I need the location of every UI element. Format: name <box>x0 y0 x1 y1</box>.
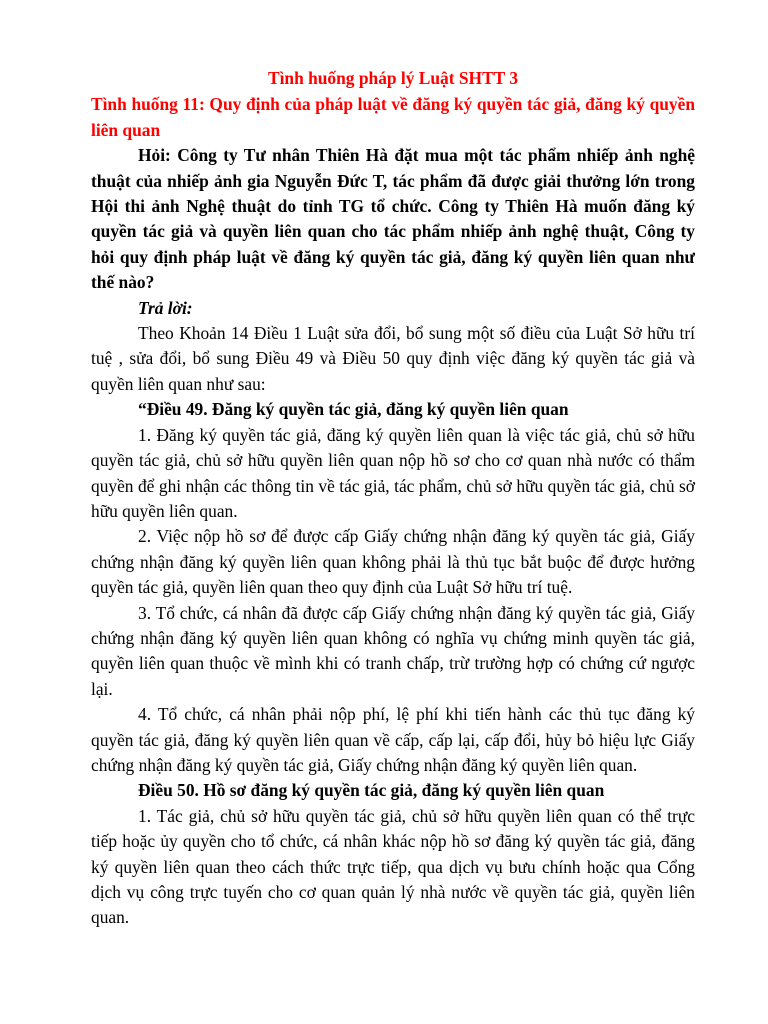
intro-paragraph: Theo Khoản 14 Điều 1 Luật sửa đổi, bổ sung một số điều của Luật Sở hữu trí tuệ , sửa đổi, bổ sung Điều 49 và Điều 50 quy định việc đăng ký quyền tác giả và quyền liên quan như sau: <box>91 323 695 394</box>
answer-label: Trả lời: <box>138 297 193 318</box>
question-paragraph: Hỏi: Công ty Tư nhân Thiên Hà đặt mua một tác phẩm nhiếp ảnh nghệ thuật của nhiếp ảnh gia Nguyễn Đức T, tác phẩm đã được giải thưởng lớn trong Hội thi ảnh Nghệ thuật do tỉnh TG tổ chức. Công ty Thiên Hà muốn đăng ký quyền tác giả và quyền liên quan cho tác phẩm nhiếp ảnh nghệ thuật, Công ty hỏi quy định pháp luật về đăng ký quyền tác giả, đăng ký quyền liên quan như thế nào? <box>91 145 695 293</box>
case-subtitle: Tình huống 11: Quy định của pháp luật về đăng ký quyền tác giả, đăng ký quyền liên quan <box>91 94 695 140</box>
document-title: Tình huống pháp lý Luật SHTT 3 <box>267 68 519 88</box>
article-49-clause-3: 3. Tổ chức, cá nhân đã được cấp Giấy chứng nhận đăng ký quyền tác giả, Giấy chứng nhận đăng ký quyền liên quan không có nghĩa vụ chứng minh quyền tác giả, quyền liên quan thuộc về mình khi có tranh chấp, trừ trường hợp có chứng cứ ngược lại. <box>91 602 695 699</box>
article-50-clause-1: 1. Tác giả, chủ sở hữu quyền tác giả, chủ sở hữu quyền liên quan có thể trực tiếp hoặc ủy quyền cho tổ chức, cá nhân khác nộp hồ sơ đăng ký quyền tác giả, đăng ký quyền liên quan theo cách thức trực tiếp, qua dịch vụ bưu chính hoặc qua Cổng dịch vụ công trực tuyến cho cơ quan quản lý nhà nước về quyền tác giả, quyền liên quan. <box>91 805 695 928</box>
article-49-heading: “Điều 49. Đăng ký quyền tác giả, đăng ký quyền liên quan <box>138 399 569 420</box>
article-49-clause-1: 1. Đăng ký quyền tác giả, đăng ký quyền liên quan là việc tác giả, chủ sở hữu quyền tác giả, chủ sở hữu quyền liên quan nộp hồ sơ cho cơ quan nhà nước có thẩm quyền để ghi nhận các thông tin về tác giả, tác phẩm, chủ sở hữu quyền tác giả, chủ sở hữu quyền liên quan. <box>91 424 695 521</box>
article-49-clause-4: 4. Tổ chức, cá nhân phải nộp phí, lệ phí khi tiến hành các thủ tục đăng ký quyền tác giả, đăng ký quyền liên quan về cấp, cấp lại, cấp đổi, hủy bỏ hiệu lực Giấy chứng nhận đăng ký quyền tác giả, Giấy chứng nhận đăng ký quyền liên quan. <box>91 704 695 775</box>
article-50-heading: Điều 50. Hồ sơ đăng ký quyền tác giả, đăng ký quyền liên quan <box>138 780 605 801</box>
article-49-clause-2: 2. Việc nộp hồ sơ để được cấp Giấy chứng nhận đăng ký quyền tác giả, Giấy chứng nhận đăng ký quyền liên quan không phải là thủ tục bắt buộc để được hưởng quyền tác giả, quyền liên quan theo quy định của Luật Sở hữu trí tuệ. <box>91 526 695 598</box>
